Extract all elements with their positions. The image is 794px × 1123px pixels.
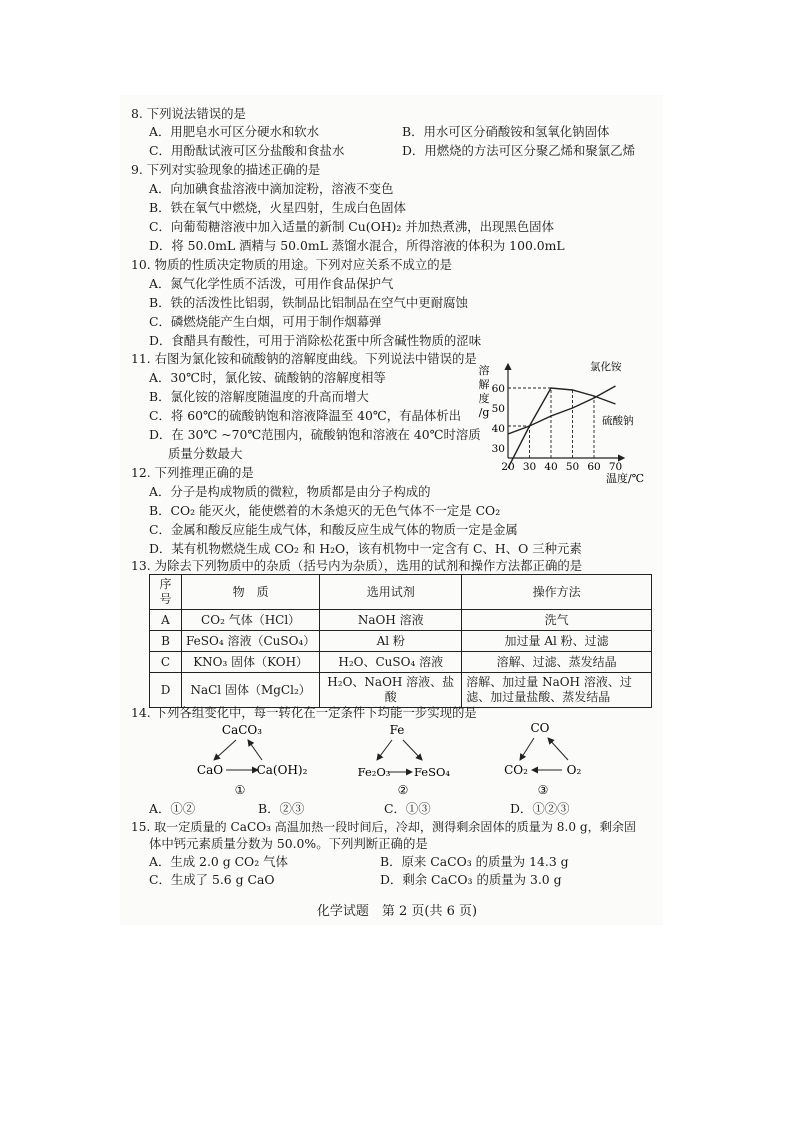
q14-option-b: B．②③ xyxy=(258,801,305,816)
q8-option-c: C．用酚酞试液可区分盐酸和食盐水 xyxy=(149,143,345,158)
q14-stem: 14. 下列各组变化中，每一转化在一定条件下均能一步实现的是 xyxy=(131,705,477,720)
x-tick-label: 50 xyxy=(565,461,580,473)
g3-left: CO₂ xyxy=(504,763,528,777)
q9-option-a: A．向加碘食盐溶液中滴加淀粉，溶液不变色 xyxy=(149,181,394,196)
q14-option-a: A．①② xyxy=(149,801,196,816)
g3-right: O₂ xyxy=(566,763,582,777)
g2-right: FeSO₄ xyxy=(413,765,451,779)
g2-number: ② xyxy=(397,783,409,797)
y-axis-label xyxy=(479,363,490,419)
row-substance: CO₂ 气体（HCl） xyxy=(182,610,320,631)
row-operation: 加过量 Al 粉、过滤 xyxy=(462,631,652,652)
series-line-ammonium-chloride xyxy=(508,386,616,434)
arrow xyxy=(248,740,262,760)
q15-option-a: A．生成 2.0 g CO₂ 气体 xyxy=(149,854,288,869)
series-label-sodium-sulfate: 硫酸钠 xyxy=(602,415,634,427)
arrow xyxy=(403,740,422,760)
q9-option-c: C．向葡萄糖溶液中加入适量的新制 Cu(OH)₂ 并加热煮沸，出现黑色固体 xyxy=(149,219,554,234)
series-label-ammonium-chloride: 氯化铵 xyxy=(590,361,622,373)
y-tick-label: 30 xyxy=(491,443,505,455)
q11-option-b: B．氯化铵的溶解度随温度的升高而增大 xyxy=(149,389,369,404)
row-operation: 溶解、过滤、蒸发结晶 xyxy=(462,652,652,673)
g1-left: CaO xyxy=(196,763,224,777)
q9-option-d: D．将 50.0mL 酒精与 50.0mL 蒸馏水混合，所得溶液的体积为 100.0mL xyxy=(149,238,565,253)
row-reagent: H₂O、CuSO₄ 溶液 xyxy=(320,652,462,673)
q14-option-c: C．①③ xyxy=(384,801,431,816)
row-substance: FeSO₄ 溶液（CuSO₄） xyxy=(182,631,320,652)
q11-option-d-line1: D．在 30℃ ~70℃范围内，硫酸钠饱和溶液在 40℃时溶质 xyxy=(149,427,481,442)
arrow xyxy=(214,740,236,760)
g1-number: ① xyxy=(234,783,246,797)
q10-option-d: D．食醋具有酸性，可用于消除松花蛋中所含碱性物质的涩味 xyxy=(149,333,482,348)
q15-option-c: C．生成了 5.6 g CaO xyxy=(149,872,275,887)
g1-right: Ca(OH)₂ xyxy=(256,763,308,777)
q12-option-c: C．金属和酸反应能生成气体，和酸反应生成气体的物质一定是金属 xyxy=(149,522,518,537)
x-tick-label: 40 xyxy=(544,461,558,473)
q10-stem: 10. 物质的性质决定物质的用途。下列对应关系不成立的是 xyxy=(131,257,453,272)
q14-transformation-diagrams xyxy=(160,720,640,802)
header-cell: 物 质 xyxy=(182,575,320,610)
x-tick-label: 70 xyxy=(608,461,623,473)
row-substance: NaCl 固体（MgCl₂） xyxy=(182,673,320,708)
q10-option-a: A．氮气化学性质不活泼，可用作食品保护气 xyxy=(149,276,394,291)
solubility-chart xyxy=(474,358,664,486)
q13-table xyxy=(149,574,652,708)
page-footer: 化学试题 第 2 页(共 6 页) xyxy=(316,904,478,919)
row-no: A xyxy=(150,610,182,631)
arrow xyxy=(377,740,392,760)
row-no: C xyxy=(150,652,182,673)
y-tick-label: 60 xyxy=(491,383,505,395)
x-tick-label: 20 xyxy=(501,461,515,473)
q11-stem: 11. 右图为氯化铵和硫酸钠的溶解度曲线。下列说法中错误的是 xyxy=(131,351,477,366)
row-no: D xyxy=(150,673,182,708)
q12-option-d: D．某有机物燃烧生成 CO₂ 和 H₂O，该有机物中一定含有 C、H、O 三种元素 xyxy=(149,541,582,556)
q11-option-c: C．将 60℃的硫酸钠饱和溶液降温至 40℃，有晶体析出 xyxy=(149,408,462,423)
q10-option-b: B．铁的活泼性比铝弱，铁制品比铝制品在空气中更耐腐蚀 xyxy=(149,295,468,310)
y-label-char: 解 xyxy=(478,378,490,391)
header-cell: 选用试剂 xyxy=(320,575,462,610)
q15-option-d: D．剩余 CaCO₃ 的质量为 3.0 g xyxy=(380,872,562,887)
table-header-row xyxy=(150,575,652,610)
table-row xyxy=(150,652,652,673)
q15-stem-line2: 体中钙元素质量分数为 50.0%。下列判断正确的是 xyxy=(149,836,428,851)
y-label-char: 溶 xyxy=(478,364,490,377)
y-tick-label: 50 xyxy=(491,403,505,415)
q12-option-a: A．分子是构成物质的微粒，物质都是由分子构成的 xyxy=(149,484,431,499)
row-reagent: H₂O、NaOH 溶液、盐酸 xyxy=(320,673,462,708)
x-tick-label: 60 xyxy=(587,461,601,473)
row-no: B xyxy=(150,631,182,652)
g2-left: Fe₂O₃ xyxy=(357,765,391,779)
row-operation: 溶解、加过量 NaOH 溶液、过滤、加过量盐酸、蒸发结晶 xyxy=(462,673,652,708)
g3-number: ③ xyxy=(537,783,549,797)
y-label-char: /g xyxy=(478,406,490,419)
q9-option-b: B．铁在氧气中燃烧，火星四射，生成白色固体 xyxy=(149,200,406,215)
y-label-char: 度 xyxy=(478,392,490,405)
row-reagent: Al 粉 xyxy=(320,631,462,652)
q8-stem: 8. 下列说法错误的是 xyxy=(131,106,246,121)
q9-stem: 9. 下列对实验现象的描述正确的是 xyxy=(131,162,321,177)
arrow xyxy=(548,738,568,760)
q8-option-b: B．用水可区分硝酸铵和氢氧化钠固体 xyxy=(402,124,610,139)
arrow xyxy=(520,738,534,760)
x-axis-label: 温度/℃ xyxy=(606,472,645,485)
table-row xyxy=(150,673,652,708)
q10-option-c: C．磷燃烧能产生白烟，可用于制作烟幕弹 xyxy=(149,314,382,329)
q12-stem: 12. 下列推理正确的是 xyxy=(131,465,254,480)
q15-option-b: B．原来 CaCO₃ 的质量为 14.3 g xyxy=(380,854,569,869)
row-substance: KNO₃ 固体（KOH） xyxy=(182,652,320,673)
g1-top: CaCO₃ xyxy=(221,723,263,737)
g2-top: Fe xyxy=(389,723,405,737)
q11-option-d-line2: 质量分数最大 xyxy=(168,446,243,461)
header-cell: 序号 xyxy=(150,575,182,610)
header-cell: 操作方法 xyxy=(462,575,652,610)
g3-top: CO xyxy=(530,721,550,735)
y-tick-label: 40 xyxy=(491,423,505,435)
q8-option-d: D．用燃烧的方法可区分聚乙烯和聚氯乙烯 xyxy=(402,143,635,158)
row-operation: 洗气 xyxy=(462,610,652,631)
q11-option-a: A．30℃时，氯化铵、硫酸钠的溶解度相等 xyxy=(149,370,386,385)
q8-option-a: A．用肥皂水可区分硬水和软水 xyxy=(149,124,320,139)
table-row xyxy=(150,631,652,652)
q12-option-b: B．CO₂ 能灭火，能使燃着的木条熄灭的无色气体不一定是 CO₂ xyxy=(149,503,501,518)
x-tick-label: 30 xyxy=(522,461,537,473)
q13-stem: 13. 为除去下列物质中的杂质（括号内为杂质），选用的试剂和操作方法都正确的是 xyxy=(131,558,583,573)
q15-stem-line1: 15. 取一定质量的 CaCO₃ 高温加热一段时间后，冷却，测得剩余固体的质量为 8.0 g，剩余固 xyxy=(131,820,637,834)
row-reagent: NaOH 溶液 xyxy=(320,610,462,631)
table-row xyxy=(150,610,652,631)
q14-option-d: D．①②③ xyxy=(510,801,570,816)
